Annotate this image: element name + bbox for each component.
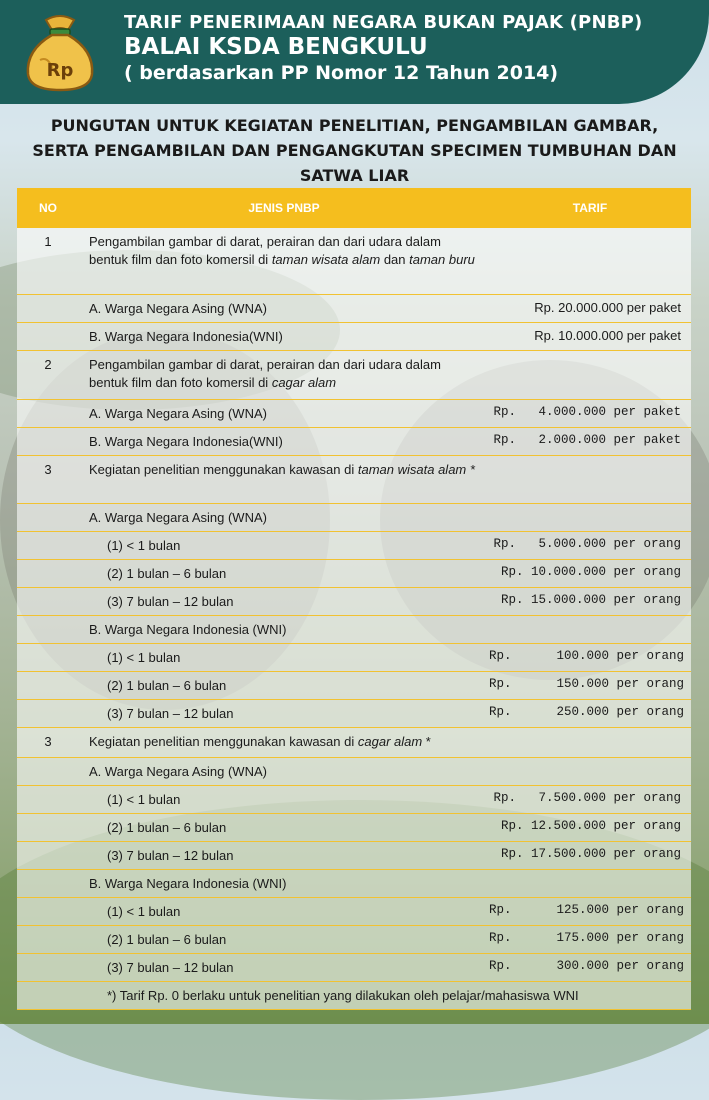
table-row [17,532,691,560]
row-label: (3) 7 bulan – 12 bulan [107,706,234,721]
table-row [17,504,691,532]
row-number: 3 [44,734,52,749]
row-label: (3) 7 bulan – 12 bulan [107,848,234,863]
row-description: Pengambilan gambar di darat, perairan dan dari udara dalam bentuk film dan foto komersil di taman wisata alam dan taman buru [89,234,475,267]
footnote: *) Tarif Rp. 0 berlaku untuk penelitian yang dilakukan oleh pelajar/mahasiswa WNI [107,988,579,1003]
row-number: 2 [44,357,52,372]
row-tarif: Rp. 300.000 per orang [489,959,685,973]
row-tarif: Rp. 125.000 per orang [489,903,685,917]
header-banner [0,0,709,104]
row-tarif: Rp. 4.000.000 per paket [493,405,681,419]
tariff-table [17,188,691,1010]
table-row [17,672,691,700]
row-label: (2) 1 bulan – 6 bulan [107,678,227,693]
row-number: 3 [44,462,52,477]
row-label: (1) < 1 bulan [107,650,181,665]
row-tarif: Rp. 20.000.000 per paket [534,300,681,315]
header-no: NO [39,201,57,215]
row-label: (2) 1 bulan – 6 bulan [107,932,227,947]
header-regulation: ( berdasarkan PP Nomor 12 Tahun 2014) [124,62,559,84]
row-tarif: Rp. 5.000.000 per orang [493,537,681,551]
table-row [17,728,691,758]
table-row [17,456,691,504]
table-row [17,323,691,351]
row-tarif: Rp. 100.000 per orang [489,649,685,663]
row-label: (2) 1 bulan – 6 bulan [107,820,227,835]
table-row [17,954,691,982]
page-subtitle [20,113,689,188]
subtitle-line: SERTA PENGAMBILAN DAN PENGANGKUTAN SPECIMEN TUMBUHAN DAN [32,141,677,160]
table-row [17,700,691,728]
header-title: TARIF PENERIMAAN NEGARA BUKAN PAJAK (PNBP) [124,12,643,33]
table-row [17,295,691,323]
row-label: (1) < 1 bulan [107,904,181,919]
row-label: (3) 7 bulan – 12 bulan [107,960,234,975]
row-label: A. Warga Negara Asing (WNA) [89,764,267,779]
row-tarif: Rp. 15.000.000 per orang [500,593,681,607]
table-row [17,228,691,295]
row-description: Kegiatan penelitian menggunakan kawasan di taman wisata alam * [89,462,475,477]
header-jenis: JENIS PNBP [248,201,320,215]
header-agency: BALAI KSDA BENGKULU [124,34,428,60]
row-tarif: Rp. 12.500.000 per orang [500,819,681,833]
row-tarif: Rp. 2.000.000 per paket [493,433,681,447]
row-label: A. Warga Negara Asing (WNA) [89,406,267,421]
table-row [17,560,691,588]
header-text [124,12,642,86]
table-row [17,842,691,870]
row-label: (1) < 1 bulan [107,538,181,553]
table-row [17,351,691,400]
table-row [17,898,691,926]
table-header [17,188,691,228]
row-label: (2) 1 bulan – 6 bulan [107,566,227,581]
subtitle-line: PUNGUTAN UNTUK KEGIATAN PENELITIAN, PENGAMBILAN GAMBAR, [50,116,659,135]
table-row [17,644,691,672]
row-description: Kegiatan penelitian menggunakan kawasan di cagar alam * [89,734,431,749]
row-tarif: Rp. 17.500.000 per orang [500,847,681,861]
row-label: B. Warga Negara Indonesia (WNI) [89,876,287,891]
subtitle-line: SATWA LIAR [299,166,410,185]
header-tarif: TARIF [572,201,608,215]
row-label: A. Warga Negara Asing (WNA) [89,510,267,525]
table-row [17,786,691,814]
table-row [17,428,691,456]
row-label: (3) 7 bulan – 12 bulan [107,594,234,609]
table-row [17,400,691,428]
row-tarif: Rp. 150.000 per orang [489,677,685,691]
row-tarif: Rp. 7.500.000 per orang [493,791,681,805]
table-row [17,616,691,644]
row-description: Pengambilan gambar di darat, perairan dan dari udara dalam bentuk film dan foto komersil di cagar alam [89,357,441,390]
row-number: 1 [44,234,52,249]
row-label: B. Warga Negara Indonesia(WNI) [89,434,283,449]
table-row [17,926,691,954]
row-label: (1) < 1 bulan [107,792,181,807]
row-label: B. Warga Negara Indonesia (WNI) [89,622,287,637]
table-row [17,870,691,898]
table-row [17,588,691,616]
table-row [17,814,691,842]
table-note-row [17,982,691,1010]
row-label: A. Warga Negara Asing (WNA) [89,301,267,316]
row-label: B. Warga Negara Indonesia(WNI) [89,329,283,344]
row-tarif: Rp. 250.000 per orang [489,705,685,719]
row-tarif: Rp. 175.000 per orang [489,931,685,945]
row-tarif: Rp. 10.000.000 per orang [500,565,681,579]
table-row [17,758,691,786]
row-tarif: Rp. 10.000.000 per paket [534,328,681,343]
svg-text:Rp: Rp [46,60,74,81]
money-bag-icon [18,10,102,94]
